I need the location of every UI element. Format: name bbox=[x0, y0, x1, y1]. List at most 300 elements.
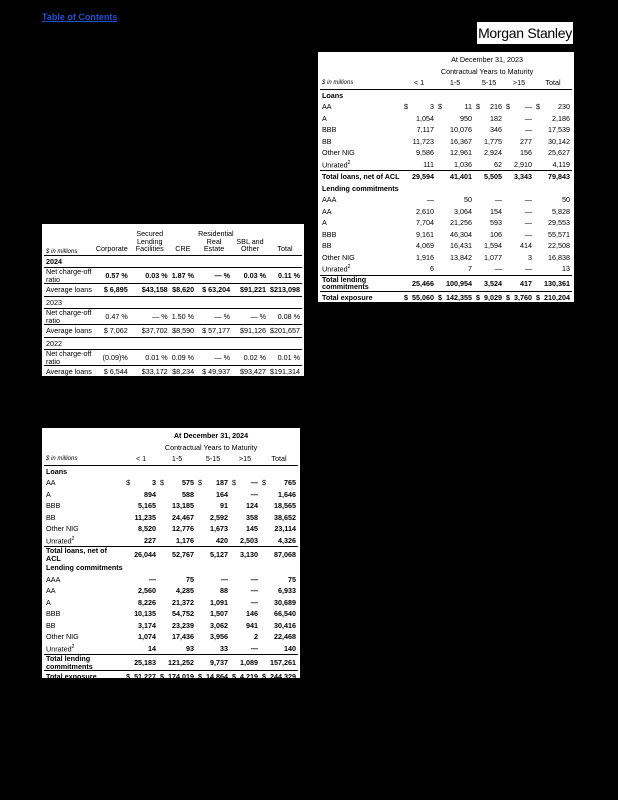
currency-symbol bbox=[504, 206, 512, 218]
currency-symbol bbox=[504, 229, 512, 241]
loan-row bbox=[44, 500, 298, 512]
currency-symbol bbox=[436, 147, 444, 159]
value-cell: 62 bbox=[494, 159, 503, 169]
value-cell: 24,467 bbox=[172, 512, 195, 522]
currency-symbol bbox=[474, 194, 482, 206]
currency-symbol bbox=[474, 240, 482, 252]
value-cell: 244,329 bbox=[270, 672, 296, 682]
currency-symbol bbox=[474, 124, 482, 136]
currency-symbol bbox=[230, 631, 238, 643]
row-label bbox=[320, 229, 402, 241]
value-cell: 154 bbox=[490, 206, 503, 216]
currency-symbol bbox=[230, 547, 238, 563]
blank-cell bbox=[320, 66, 402, 78]
currency-symbol bbox=[124, 631, 132, 643]
value-cell: 1,074 bbox=[138, 632, 157, 642]
value-cell: 575 bbox=[182, 478, 195, 488]
currency-symbol bbox=[230, 620, 238, 632]
value-cell: 3,064 bbox=[454, 206, 473, 216]
currency-symbol bbox=[474, 136, 482, 148]
value-cell: 358 bbox=[246, 512, 259, 522]
value-cell: 13 bbox=[562, 264, 570, 274]
value-cell: 4,119 bbox=[552, 159, 570, 169]
value-cell: 5,165 bbox=[138, 501, 157, 511]
value-cell: 18,565 bbox=[274, 501, 296, 511]
column-header-row bbox=[44, 226, 302, 255]
as-of-row bbox=[44, 430, 298, 442]
currency-symbol bbox=[158, 489, 166, 501]
currency-symbol bbox=[534, 136, 542, 148]
value-cell: 227 bbox=[144, 535, 157, 545]
value-cell: 7,704 bbox=[416, 218, 435, 228]
value-cell: 93 bbox=[186, 643, 195, 653]
currency-symbol bbox=[402, 194, 410, 206]
value-cell: — bbox=[148, 574, 157, 584]
currency-symbol bbox=[230, 574, 238, 586]
currency-symbol bbox=[230, 643, 238, 655]
value-cell: 8,520 bbox=[138, 524, 157, 534]
value-cell: $201,657 bbox=[268, 325, 302, 338]
lending-row bbox=[320, 252, 572, 264]
value-cell: 55,060 bbox=[412, 292, 435, 302]
currency-symbol bbox=[402, 147, 410, 159]
currency-symbol bbox=[436, 217, 444, 229]
currency-symbol bbox=[436, 275, 444, 291]
loan-row bbox=[44, 523, 298, 535]
column-header-row bbox=[320, 77, 572, 89]
currency-symbol bbox=[402, 275, 410, 291]
footnote-marker: 2 bbox=[71, 535, 75, 542]
value-cell: — % bbox=[196, 350, 232, 366]
value-cell: 1,594 bbox=[484, 241, 503, 251]
value-cell: 46,304 bbox=[450, 229, 473, 239]
row-label-text: Other NIG bbox=[322, 252, 355, 262]
lending-row bbox=[44, 574, 298, 586]
value-cell: — bbox=[524, 195, 533, 205]
row-label bbox=[320, 275, 402, 291]
value-cell: 157,261 bbox=[268, 655, 298, 671]
value-cell: 1,091 bbox=[210, 597, 229, 607]
row-label-text: Total lending commitments bbox=[322, 274, 369, 291]
value-cell: 142,355 bbox=[446, 292, 473, 302]
currency-symbol bbox=[196, 620, 204, 632]
currency-symbol bbox=[474, 229, 482, 241]
column-header-row bbox=[44, 453, 298, 465]
subheader-row bbox=[320, 66, 572, 78]
row-label bbox=[44, 631, 124, 643]
loans-section-row bbox=[320, 89, 572, 101]
currency-symbol bbox=[196, 608, 204, 620]
row-label bbox=[320, 252, 402, 264]
year-label: 2024 bbox=[46, 256, 62, 266]
value-cell: 50 bbox=[464, 195, 473, 205]
row-label-text: BBB bbox=[322, 229, 337, 239]
value-cell: 588 bbox=[182, 489, 195, 499]
row-label-text: AA bbox=[322, 206, 332, 216]
currency-symbol: $ bbox=[262, 672, 267, 682]
value-cell: 7,117 bbox=[416, 125, 435, 135]
value-cell: 1,646 bbox=[278, 489, 296, 499]
currency-symbol bbox=[504, 263, 512, 275]
value-cell: 0.09 % bbox=[170, 350, 196, 366]
value-cell: $ 63,204 bbox=[196, 284, 232, 297]
value-cell: 1,507 bbox=[210, 609, 229, 619]
row-label-text: BB bbox=[46, 512, 56, 522]
currency-symbol bbox=[260, 608, 268, 620]
value-cell: 1,077 bbox=[484, 252, 503, 262]
value-cell: 950 bbox=[460, 113, 473, 123]
row-label-text: Total loans, net of ACL bbox=[322, 172, 400, 181]
loans-total-row bbox=[44, 547, 298, 563]
value-cell: 11 bbox=[464, 102, 473, 112]
lending-row bbox=[320, 217, 572, 229]
value-cell: 23,114 bbox=[274, 524, 296, 534]
currency-symbol: $ bbox=[506, 292, 511, 302]
value-cell: 26,044 bbox=[132, 547, 158, 563]
currency-symbol bbox=[436, 206, 444, 218]
currency-symbol bbox=[124, 535, 132, 547]
value-cell: 4,069 bbox=[416, 241, 435, 251]
year-label: 2022 bbox=[44, 337, 302, 350]
loan-row bbox=[320, 159, 572, 171]
lending-section-row bbox=[44, 562, 298, 574]
currency-symbol bbox=[196, 574, 204, 586]
currency-symbol bbox=[534, 194, 542, 206]
row-label: Net charge-off ratio bbox=[44, 309, 94, 325]
value-cell: $8,590 bbox=[170, 325, 196, 338]
column-header: >15 bbox=[230, 453, 260, 465]
currency-symbol: $ bbox=[404, 292, 409, 302]
row-label bbox=[320, 124, 402, 136]
currency-symbol bbox=[196, 535, 204, 547]
currency-symbol: $ bbox=[198, 672, 203, 682]
value-cell: $91,126 bbox=[232, 325, 268, 338]
year-row bbox=[44, 296, 302, 309]
total-exposure-row bbox=[320, 291, 572, 303]
lending-row bbox=[44, 585, 298, 597]
value-cell: 8,226 bbox=[138, 597, 157, 607]
value-cell: 130,361 bbox=[542, 275, 572, 291]
value-cell: 140 bbox=[284, 643, 296, 653]
currency-symbol bbox=[534, 159, 542, 171]
currency-symbol bbox=[260, 489, 268, 501]
currency-symbol bbox=[504, 136, 512, 148]
row-label: Net charge-off ratio bbox=[44, 268, 94, 284]
lending-row bbox=[44, 631, 298, 643]
value-cell: $8,620 bbox=[170, 284, 196, 297]
currency-symbol bbox=[196, 512, 204, 524]
currency-symbol bbox=[124, 585, 132, 597]
value-cell: 9,161 bbox=[416, 229, 435, 239]
currency-symbol: $ bbox=[160, 478, 165, 488]
currency-symbol bbox=[124, 512, 132, 524]
value-cell: 17,539 bbox=[548, 125, 570, 135]
average-loans-row bbox=[44, 284, 302, 297]
morgan-stanley-logo: Morgan Stanley bbox=[477, 22, 573, 44]
value-cell: 2,592 bbox=[210, 512, 229, 522]
row-label-text: Total lending commitments bbox=[46, 654, 93, 671]
currency-symbol bbox=[504, 194, 512, 206]
unit-label: $ in millions bbox=[44, 453, 124, 465]
currency-symbol: $ bbox=[232, 478, 237, 488]
value-cell: 22,508 bbox=[548, 241, 570, 251]
currency-symbol: $ bbox=[232, 672, 237, 682]
value-cell: 414 bbox=[520, 241, 533, 251]
value-cell: 3,524 bbox=[482, 275, 504, 291]
currency-symbol bbox=[534, 206, 542, 218]
currency-symbol bbox=[260, 597, 268, 609]
currency-symbol: $ bbox=[536, 292, 541, 302]
loan-row bbox=[320, 136, 572, 148]
value-cell: 75 bbox=[186, 574, 195, 584]
value-cell: — bbox=[426, 195, 435, 205]
value-cell: 38,652 bbox=[274, 512, 296, 522]
currency-symbol bbox=[124, 643, 132, 655]
value-cell: 29,594 bbox=[412, 172, 435, 182]
value-cell: 75 bbox=[288, 574, 296, 584]
currency-symbol bbox=[534, 263, 542, 275]
currency-symbol bbox=[436, 159, 444, 171]
value-cell: — bbox=[250, 478, 259, 488]
value-cell: 25,627 bbox=[548, 148, 570, 158]
currency-symbol bbox=[196, 547, 204, 563]
currency-symbol: $ bbox=[438, 102, 443, 112]
chargeoff-ratio-row bbox=[44, 268, 302, 284]
value-cell: — bbox=[524, 125, 533, 135]
value-cell: 121,252 bbox=[166, 655, 196, 671]
currency-symbol bbox=[230, 597, 238, 609]
row-label-text: Other NIG bbox=[46, 524, 79, 533]
value-cell: 346 bbox=[490, 125, 503, 135]
row-label-text: AA bbox=[46, 478, 56, 487]
currency-symbol bbox=[474, 206, 482, 218]
currency-symbol bbox=[534, 217, 542, 229]
row-label bbox=[320, 206, 402, 218]
value-cell: 25,183 bbox=[132, 655, 158, 671]
currency-symbol bbox=[158, 535, 166, 547]
row-label bbox=[44, 512, 124, 524]
currency-symbol bbox=[534, 275, 542, 291]
currency-symbol bbox=[436, 240, 444, 252]
currency-symbol bbox=[402, 263, 410, 275]
currency-symbol bbox=[504, 159, 512, 171]
row-label-text: Total exposure bbox=[322, 292, 373, 302]
value-cell: 12,776 bbox=[172, 524, 195, 534]
maturity-table-2023 bbox=[320, 54, 572, 303]
chargeoff-table-panel bbox=[42, 224, 304, 376]
value-cell: — bbox=[250, 586, 259, 596]
currency-symbol bbox=[124, 608, 132, 620]
value-cell: 2,560 bbox=[138, 586, 157, 596]
currency-symbol bbox=[504, 147, 512, 159]
value-cell: 164 bbox=[216, 489, 229, 499]
currency-symbol bbox=[436, 229, 444, 241]
blank-cell bbox=[44, 442, 124, 454]
value-cell: 21,372 bbox=[172, 597, 195, 607]
value-cell: 2,610 bbox=[416, 206, 435, 216]
currency-symbol bbox=[158, 655, 166, 671]
value-cell: $ 7,062 bbox=[94, 325, 130, 338]
value-cell: 174,019 bbox=[168, 672, 195, 682]
chargeoff-ratio-row bbox=[44, 309, 302, 325]
lending-total-row bbox=[44, 655, 298, 671]
value-cell: 66,540 bbox=[274, 609, 296, 619]
column-header: Residential Real Estate bbox=[196, 226, 232, 255]
lending-row bbox=[320, 194, 572, 206]
currency-symbol bbox=[124, 547, 132, 563]
section-label: Loans bbox=[322, 90, 344, 100]
value-cell: 230 bbox=[558, 102, 570, 112]
value-cell: 3,130 bbox=[238, 547, 260, 563]
currency-symbol bbox=[504, 240, 512, 252]
currency-symbol bbox=[158, 597, 166, 609]
as-of-row bbox=[320, 54, 572, 66]
currency-symbol bbox=[474, 275, 482, 291]
currency-symbol bbox=[158, 631, 166, 643]
value-cell: (0.09)% bbox=[94, 350, 130, 366]
currency-symbol bbox=[474, 159, 482, 171]
row-label bbox=[44, 574, 124, 586]
value-cell: — bbox=[250, 574, 259, 584]
value-cell: 2,503 bbox=[240, 535, 259, 545]
value-cell: — bbox=[524, 206, 533, 216]
currency-symbol bbox=[260, 631, 268, 643]
value-cell: 4,219 bbox=[240, 672, 259, 682]
value-cell: — bbox=[250, 489, 259, 499]
currency-symbol bbox=[196, 631, 204, 643]
row-label bbox=[320, 240, 402, 252]
currency-symbol bbox=[402, 229, 410, 241]
value-cell: 6,933 bbox=[278, 586, 296, 596]
row-label bbox=[44, 643, 124, 655]
row-label bbox=[44, 620, 124, 632]
currency-symbol bbox=[260, 512, 268, 524]
currency-symbol: $ bbox=[438, 292, 443, 302]
value-cell: 12,961 bbox=[450, 148, 473, 158]
value-cell: 3,956 bbox=[210, 632, 229, 642]
currency-symbol bbox=[230, 500, 238, 512]
currency-symbol: $ bbox=[198, 478, 203, 488]
currency-symbol bbox=[402, 124, 410, 136]
value-cell: 23,239 bbox=[172, 620, 195, 630]
currency-symbol bbox=[124, 523, 132, 535]
year-row bbox=[44, 255, 302, 268]
currency-symbol bbox=[504, 113, 512, 125]
row-label-text: Other NIG bbox=[46, 632, 79, 641]
value-cell: 182 bbox=[490, 113, 503, 123]
currency-symbol bbox=[124, 620, 132, 632]
chargeoff-table bbox=[44, 226, 302, 378]
currency-symbol bbox=[230, 585, 238, 597]
currency-symbol bbox=[230, 523, 238, 535]
currency-symbol bbox=[196, 523, 204, 535]
value-cell: — % bbox=[196, 309, 232, 325]
currency-symbol bbox=[534, 124, 542, 136]
currency-symbol bbox=[402, 113, 410, 125]
value-cell: $ 6,544 bbox=[94, 366, 130, 378]
value-cell: 30,689 bbox=[274, 597, 296, 607]
row-label-text: A bbox=[46, 489, 51, 499]
value-cell: 894 bbox=[144, 489, 157, 499]
currency-symbol bbox=[196, 655, 204, 671]
footnote-marker: 2 bbox=[347, 159, 351, 166]
value-cell: 5,828 bbox=[552, 206, 570, 216]
value-cell: $ 57,177 bbox=[196, 325, 232, 338]
value-cell: 0.08 % bbox=[268, 309, 302, 325]
row-label-text: BBB bbox=[322, 125, 337, 134]
row-label: Average loans bbox=[46, 285, 92, 295]
currency-symbol bbox=[436, 194, 444, 206]
row-label: Net charge-off ratio bbox=[44, 350, 94, 366]
currency-symbol: $ bbox=[476, 292, 481, 302]
column-header: CRE bbox=[170, 226, 196, 255]
lending-total-row bbox=[320, 275, 572, 291]
row-label-text: Total loans, net of ACL bbox=[46, 546, 107, 563]
value-cell: 5,127 bbox=[204, 547, 230, 563]
row-label-text: BB bbox=[46, 620, 56, 630]
currency-symbol bbox=[534, 147, 542, 159]
currency-symbol bbox=[260, 574, 268, 586]
value-cell: 7 bbox=[468, 264, 473, 274]
column-header: < 1 bbox=[124, 453, 158, 465]
row-label bbox=[320, 113, 402, 125]
currency-symbol bbox=[230, 535, 238, 547]
subheader-row bbox=[44, 442, 298, 454]
unit-label: $ in millions bbox=[44, 226, 94, 255]
value-cell: 16,838 bbox=[548, 252, 570, 262]
currency-symbol bbox=[196, 643, 204, 655]
section-label: Loans bbox=[46, 466, 68, 476]
table-of-contents-link[interactable]: Table of Contents bbox=[42, 12, 118, 22]
value-cell: 0.03 % bbox=[130, 268, 170, 284]
row-label-text: A bbox=[46, 597, 51, 607]
value-cell: 5,505 bbox=[484, 172, 503, 182]
currency-symbol bbox=[158, 574, 166, 586]
value-cell: 593 bbox=[490, 218, 503, 228]
row-label-text: Total exposure bbox=[46, 672, 97, 681]
value-cell: 1,036 bbox=[454, 159, 473, 169]
loan-row bbox=[44, 489, 298, 501]
value-cell: 417 bbox=[512, 275, 534, 291]
column-header: Total bbox=[260, 453, 298, 465]
value-cell: $213,098 bbox=[268, 284, 302, 297]
value-cell: 146 bbox=[246, 609, 259, 619]
currency-symbol bbox=[196, 500, 204, 512]
row-label bbox=[44, 671, 124, 683]
currency-symbol bbox=[436, 171, 444, 183]
value-cell: $191,314 bbox=[268, 366, 302, 378]
value-cell: 0.47 % bbox=[94, 309, 130, 325]
column-header: 1-5 bbox=[436, 77, 474, 89]
loan-row bbox=[44, 535, 298, 547]
maturity-table-2024 bbox=[44, 430, 298, 683]
value-cell: 17,436 bbox=[172, 632, 195, 642]
currency-symbol bbox=[260, 535, 268, 547]
value-cell: 2,910 bbox=[514, 159, 533, 169]
value-cell: 9,029 bbox=[484, 292, 503, 302]
currency-symbol bbox=[534, 252, 542, 264]
row-label bbox=[320, 291, 402, 303]
value-cell: 29,553 bbox=[548, 218, 570, 228]
value-cell: 1,054 bbox=[416, 113, 435, 123]
value-cell: 106 bbox=[490, 229, 503, 239]
currency-symbol bbox=[436, 124, 444, 136]
currency-symbol: $ bbox=[506, 102, 511, 112]
value-cell: 277 bbox=[520, 136, 533, 146]
value-cell: 0.11 % bbox=[268, 268, 302, 284]
currency-symbol bbox=[474, 113, 482, 125]
value-cell: 87,068 bbox=[268, 547, 298, 563]
